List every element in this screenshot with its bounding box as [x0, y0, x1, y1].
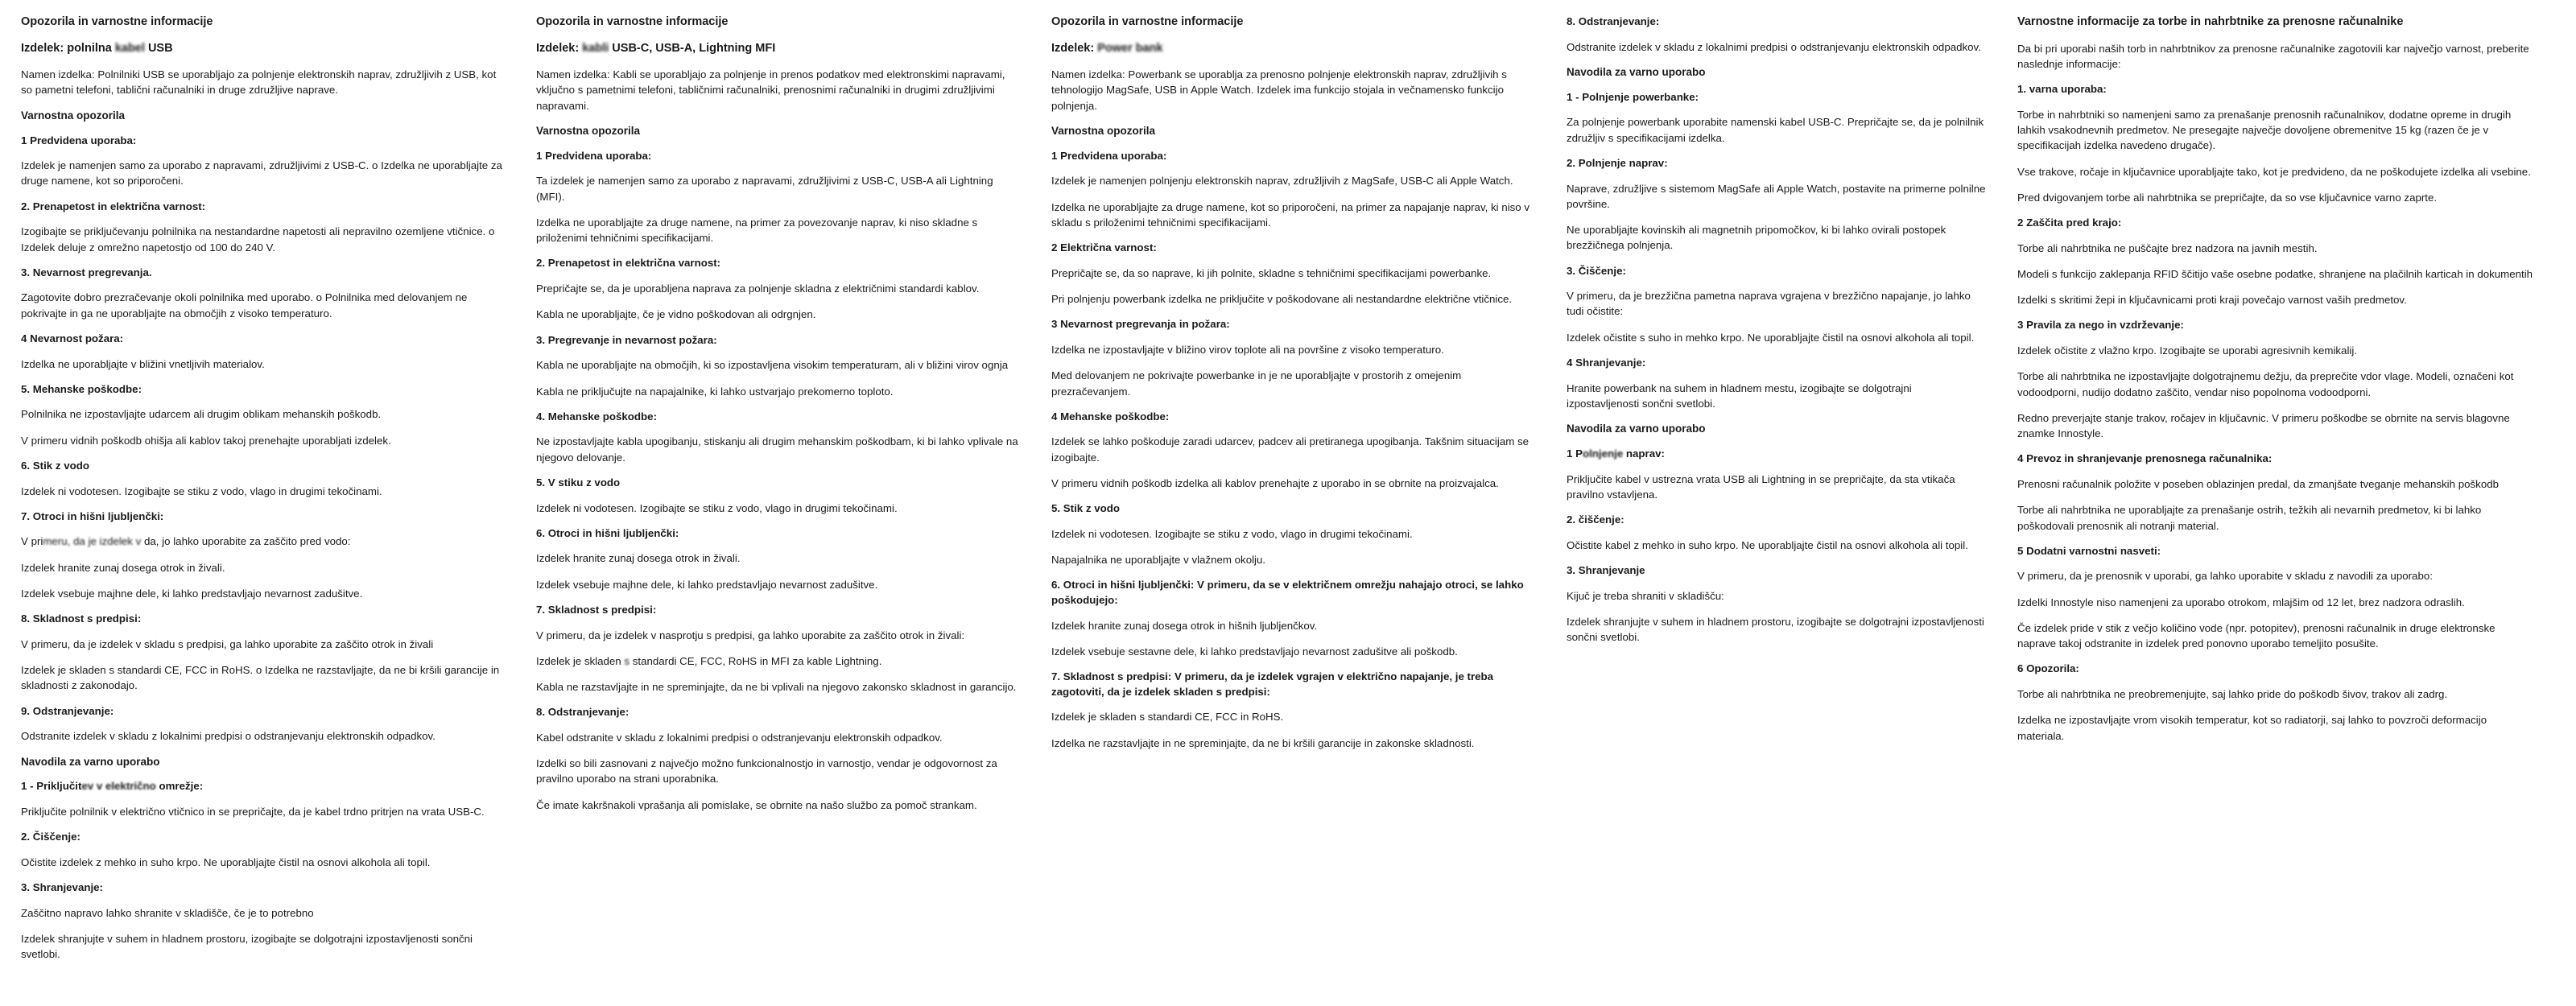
body-paragraph: Izdelek ni vodotesen. Izogibajte se stiku z vodo, vlago in drugimi tekočinami.: [1051, 527, 1413, 540]
section-subheading: 7. Skladnost s predpisi: V primeru, da je izdelek vgrajen v električno napajanje, je treba zagotoviti, da je izdelek skladen s predpisi:: [1051, 670, 1494, 698]
body-paragraph: Hranite powerbank na suhem in hladnem mestu, izogibajte se dolgotrajni izpostavljenosti sončni svetlobi.: [1567, 381, 1912, 410]
section-subheading: 3. Pregrevanje in nevarnost požara:: [536, 333, 717, 346]
product-name-prefix: Izdelek:: [536, 41, 583, 55]
section-heading: Navodila za varno uporabo: [21, 755, 160, 768]
column-title: Opozorila in varnostne informacije: [21, 15, 213, 28]
text-obscured: s: [621, 654, 630, 667]
body-paragraph: V primeru, da je prenosnik v uporabi, ga lahko uporabite v skladu z navodili za uporabo:: [2017, 570, 2433, 583]
body-paragraph: Med delovanjem ne pokrivajte powerbanke in je ne uporabljajte v prostorih z omejenim prezračevanjem.: [1051, 369, 1462, 398]
section-subheading: 3. Shranjevanje:: [21, 881, 103, 894]
section-subheading: 3. Shranjevanje: [1567, 564, 1645, 577]
body-paragraph: Izdelek hranite zunaj dosega otrok in živali.: [536, 552, 741, 565]
column-backpack: [2008, 14, 2555, 754]
column-usb-cable: [11, 14, 526, 973]
body-paragraph: Torbe ali nahrbtnika ne uporabljajte za prenašanje ostrih, težkih ali nevarnih predmetov, ki bi lahko poškodovali prenosnik ali notranji material.: [2017, 504, 2482, 532]
body-paragraph: Izdelek očistite s suho in mehko krpo. Ne uporabljajte čistil na osnovi alkohola ali topil.: [1567, 331, 1975, 344]
body-paragraph: Izdelek hranite zunaj dosega otrok in živali.: [21, 561, 225, 574]
body-paragraph: Napajalnika ne uporabljajte v vlažnem okolju.: [1051, 554, 1266, 567]
section-subheading: 3 Pravila za nego in vzdrževanje:: [2017, 319, 2184, 332]
body-paragraph: Namen izdelka: Powerbank se uporablja za prenosno polnjenje elektronskih naprav, združljivih s tehnologijo MagSafe, USB in Apple Watch. Izdelek ima funkcijo stojala in večnamensko funkcijo polnjenja.: [1051, 68, 1507, 112]
text-prefix: 1 - Priključit: [21, 780, 82, 793]
body-paragraph: Polnilnika ne izpostavljajte udarcem ali drugim oblikam mehanskih poškodb.: [21, 408, 382, 421]
text-suffix: omrežje:: [155, 780, 204, 793]
section-subheading: 1 Predvidena uporaba:: [1051, 149, 1167, 162]
section-subheading: 4 Nevarnost požara:: [21, 332, 124, 344]
body-paragraph: Če imate kakršnakoli vprašanja ali pomislake, se obrnite na našo službo za pomoč strankam.: [536, 798, 977, 811]
section-subheading: 2. Polnjenje naprav:: [1567, 156, 1668, 169]
text-prefix: V pri: [21, 535, 43, 548]
section-subheading: 8. Odstranjevanje:: [1567, 15, 1660, 27]
column-lightning-mfi: [526, 14, 1042, 823]
section-subheading: 3 Nevarnost pregrevanja in požara:: [1051, 318, 1230, 331]
body-paragraph: [536, 653, 1021, 669]
text-obscured: meru, da je izdelek v: [43, 535, 142, 548]
text-obscured: ev v električno: [81, 780, 156, 793]
text-prefix: Izdelek je skladen: [536, 654, 621, 667]
body-paragraph: Če izdelek pride v stik z večjo količino vode (npr. potopitev), prenosni računalnik in druge elektronske naprave takoj odstranite in izdelek pred ponovno uporabo temeljito posušite.: [2017, 621, 2496, 650]
text-suffix: naprav:: [1623, 447, 1665, 460]
body-paragraph: Torbe in nahrbtniki so namenjeni samo za prenašanje prenosnih računalnikov, dodatne opreme in drugih lahkih vsakodnevnih predmetov. Ne presegajte največje dovoljene obremenitve 15 kg (razen če je v specifikacijah izdelka navedeno drugače).: [2017, 108, 2512, 152]
body-paragraph: Prenosni računalnik položite v poseben oblazinjen predal, da zmanjšate tveganje mehanskih poškodb: [2017, 477, 2500, 490]
body-paragraph: Zagotovite dobro prezračevanje okoli polnilnika med uporabo. o Polnilnika med delovanjem ne pokrivajte in ga ne uporabljajte na območjih z visoko temperaturo.: [21, 291, 468, 320]
section-subheading: 1 Predvidena uporaba:: [536, 149, 652, 162]
section-heading: Navodila za varno uporabo: [1567, 423, 1706, 435]
section-subheading: 4 Prevoz in shranjevanje prenosnega računalnika:: [2017, 452, 2273, 465]
section-subheading: 2 Zaščita pred krajo:: [2017, 216, 2122, 229]
section-subheading: 8. Skladnost s predpisi:: [21, 612, 142, 625]
body-paragraph: Izdelek vsebuje sestavne dele, ki lahko predstavljajo nevarnost zadušitve ali poškodb.: [1051, 645, 1458, 658]
product-name-prefix: Izdelek: polnilna: [21, 41, 112, 55]
body-paragraph: Kabla ne uporabljajte na območjih, ki so izpostavljena visokim temperaturam, ali v bližini virov ognja: [536, 359, 1009, 372]
column-powerbank-continued: [1557, 14, 2008, 655]
body-paragraph: Ne izpostavljajte kabla upogibanju, stiskanju ali drugim mehanskim poškodbam, ki bi lahko vplivale na njegovo delovanje.: [536, 435, 1018, 464]
column-title: Opozorila in varnostne informacije: [536, 15, 729, 28]
body-paragraph: Pri polnjenju powerbank izdelka ne priključite v poškodovane ali nestandardne električne vtičnice.: [1051, 293, 1513, 306]
body-paragraph: Izdelek shranjujte v suhem in hladnem prostoru, izogibajte se dolgotrajni izpostavljenosti sončni svetlobi.: [1567, 615, 1984, 644]
body-paragraph: Izdelka ne izpostavljajte vrom visokih temperatur, kot so radiatorji, saj lahko to povzroči deformacijo materiala.: [2017, 714, 2487, 742]
body-paragraph: Odstranite izdelek v skladu z lokalnimi predpisi o odstranjevanju elektronskih odpadkov.: [1567, 40, 1981, 53]
body-paragraph: Izdelek hranite zunaj dosega otrok in hišnih ljubljenčkov.: [1051, 619, 1318, 632]
body-paragraph: Izdelka ne uporabljajte v bližini vnetljivih materialov.: [21, 357, 265, 370]
section-subheading: 2. Čiščenje:: [21, 831, 80, 843]
body-paragraph: Izdelka ne uporabljajte za druge namene, na primer za povezovanje naprav, ki niso skladne s priloženimi tehničnimi specifikacijami.: [536, 216, 978, 245]
body-paragraph: Izdelek se lahko poškoduje zaradi udarcev, padcev ali pretiranega upogibanja. Takšnim situacijam se izogibajte.: [1051, 435, 1530, 464]
section-heading: Varnostna opozorila: [1051, 124, 1156, 137]
body-paragraph: V primeru vidnih poškodb izdelka ali kablov prenehajte z uporabo in se obrnite na proizvajalca.: [1051, 476, 1499, 489]
body-paragraph: Redno preverjajte stanje trakov, ročajev in ključavnic. V primeru poškodbe se obrnite na servis blagovne znamke Innostyle.: [2017, 411, 2510, 440]
body-paragraph: V primeru, da je brezžična pametna naprava vgrajena v brezžično napajanje, jo lahko tudi očistite:: [1567, 290, 1971, 318]
text-obscured: olnjenje: [1582, 447, 1624, 460]
product-name-prefix: Izdelek:: [1051, 41, 1098, 55]
body-paragraph: Izdelek ni vodotesen. Izogibajte se stiku z vodo, vlago in drugimi tekočinami.: [21, 484, 382, 497]
body-paragraph: Torbe ali nahrbtnika ne izpostavljajte dolgotrajnemu dežju, da preprečite vdor vlage. Modeli, označeni kot vodoodporni, nudijo dodatno zaščito, vendar niso popolnoma vodoodporni.: [2017, 370, 2514, 398]
text-middle: standardi CE, FCC, RoHS in MFI za kable Lightning.: [630, 654, 882, 667]
body-paragraph: Izdelki so bili zasnovani z največjo možno funkcionalnostjo in varnostjo, vendar je odgovornost za pravilno uporabo na strani uporabnika.: [536, 757, 997, 785]
body-paragraph: Izdelek vsebuje majhne dele, ki lahko predstavljajo nevarnost zadušitve.: [536, 578, 878, 591]
body-paragraph: Izdelek vsebuje majhne dele, ki lahko predstavljajo nevarnost zadušitve.: [21, 588, 363, 600]
body-paragraph: Pred dvigovanjem torbe ali nahrbtnika se prepričajte, da so vse ključavnice varno zaprte.: [2017, 191, 2438, 204]
body-paragraph: Kabel odstranite v skladu z lokalnimi predpisi o odstranjevanju elektronskih odpadkov.: [536, 731, 943, 744]
body-paragraph: Izdelek je namenjen polnjenju elektronskih naprav, združljivih z MagSafe, USB-C ali Apple Watch.: [1051, 175, 1513, 188]
body-paragraph: Namen izdelka: Polnilniki USB se uporabljajo za polnjenje elektronskih naprav, združljivih z USB, kot so pametni telefoni, tablični računalniki in druge združljive naprave.: [21, 68, 497, 97]
body-paragraph: Kabla ne uporabljajte, če je vidno poškodovan ali odrgnjen.: [536, 308, 816, 321]
product-name-suffix: USB: [147, 41, 173, 55]
section-subheading: 4 Shranjevanje:: [1567, 356, 1646, 369]
section-subheading: 8. Odstranjevanje:: [536, 706, 630, 719]
body-paragraph: Prepričajte se, da so naprave, ki jih polnite, skladne s tehničnimi specifikacijami powerbanke.: [1051, 266, 1492, 279]
body-paragraph: Izdelki s skritimi žepi in ključavnicami proti kraji povečajo varnost vaših predmetov.: [2017, 294, 2407, 307]
section-subheading: 6. Otroci in hišni ljubljenčki:: [536, 526, 679, 539]
body-paragraph: V primeru vidnih poškodb ohišja ali kablov takoj prenehajte uporabljati izdelek.: [21, 434, 391, 447]
section-subheading: 5. V stiku z vodo: [536, 476, 621, 489]
body-paragraph: Torbe ali nahrbtnika ne puščajte brez nadzora na javnih mestih.: [2017, 241, 2318, 254]
product-name-line: [536, 41, 1021, 57]
body-paragraph: Prepričajte se, da je uporabljena naprava za polnjenje skladna z električnimi standardi kablov.: [536, 282, 980, 295]
section-subheading: 1. varna uporaba:: [2017, 83, 2107, 96]
body-paragraph: Izdelki Innostyle niso namenjeni za uporabo otrokom, mlajšim od 12 let, brez nadzora odraslih.: [2017, 596, 2465, 608]
body-paragraph: [21, 534, 506, 549]
section-subheading: 2. Prenapetost in električna varnost:: [21, 200, 206, 212]
section-subheading: [21, 779, 506, 794]
body-paragraph: Očistite izdelek z mehko in suho krpo. Ne uporabljajte čistil na osnovi alkohola ali topil.: [21, 856, 431, 868]
body-paragraph: Priključite kabel v ustrezna vrata USB ali Lightning in se prepričajte, da sta vtikača pravilno vstavljena.: [1567, 472, 1955, 501]
section-subheading: 1 Predvidena uporaba:: [21, 134, 137, 146]
section-subheading: 9. Odstranjevanje:: [21, 704, 114, 717]
body-paragraph: V primeru, da je izdelek v skladu s predpisi, ga lahko uporabite za zaščito otrok in živali: [21, 637, 434, 650]
body-paragraph: Naprave, združljive s sistemom MagSafe ali Apple Watch, postavite na primerne polnilne površine.: [1567, 182, 1986, 210]
body-paragraph: Izdelek očistite z vlažno krpo. Izogibajte se uporabi agresivnih kemikalij.: [2017, 344, 2358, 357]
body-paragraph: Izdelek je skladen s standardi CE, FCC in RoHS. o Izdelka ne razstavljajte, da ne bi kršili garancije in skladnosti z zakonodajo.: [21, 664, 500, 692]
body-paragraph: Namen izdelka: Kabli se uporabljajo za polnjenje in prenos podatkov med elektronskimi napravami, vključno s pametnimi telefoni, tabličnimi računalniki, prenosnimi računalniki in drugimi združljivimi napravami.: [536, 68, 1005, 112]
body-paragraph: Torbe ali nahrbtnika ne preobremenjujte, saj lahko pride do poškodb šivov, trakov ali zadrg.: [2017, 688, 2448, 701]
section-subheading: 5 Dodatni varnostni nasveti:: [2017, 544, 2161, 557]
body-paragraph: Kijuč je treba shraniti v skladišču:: [1567, 589, 1724, 602]
product-name-obscured: kabel: [111, 41, 148, 55]
body-paragraph: V primeru, da je izdelek v nasprotju s predpisi, ga lahko uporabite za zaščito otrok in živali:: [536, 629, 965, 641]
body-paragraph: Zaščitno napravo lahko shranite v skladišče, če je to potrebno: [21, 906, 314, 919]
product-name-obscured: kabli: [582, 41, 613, 55]
body-paragraph: Kabla ne razstavljajte in ne spreminjajte, da ne bi vplivali na njegovo zakonsko skladnost in garancijo.: [536, 681, 1017, 694]
section-heading: Navodila za varno uporabo: [1567, 65, 1706, 78]
section-subheading: 4. Mehanske poškodbe:: [536, 410, 657, 423]
body-paragraph: Očistite kabel z mehko in suho krpo. Ne uporabljajte čistil na osnovi alkohola ali topil.: [1567, 538, 1968, 551]
text-prefix: 1 P: [1567, 447, 1583, 460]
body-paragraph: Izdelek ni vodotesen. Izogibajte se stiku z vodo, vlago in drugimi tekočinami.: [536, 501, 898, 514]
column-powerbank: [1042, 14, 1557, 761]
column-title: Varnostne informacije za torbe in nahrbtnike za prenosne računalnike: [2017, 15, 2404, 28]
section-subheading: 3. Čiščenje:: [1567, 264, 1626, 277]
body-paragraph: Izdelka ne razstavljajte in ne spreminjajte, da ne bi kršili garancije in zakonske skladnosti.: [1051, 736, 1475, 749]
section-subheading: 4 Mehanske poškodbe:: [1051, 410, 1170, 423]
product-name-suffix: USB-C, USB-A, Lightning MFI: [612, 41, 776, 55]
section-subheading: 2. čiščenje:: [1567, 513, 1624, 526]
product-name-obscured: Power bank: [1097, 41, 1163, 55]
section-subheading: 2 Električna varnost:: [1051, 241, 1157, 254]
section-subheading: 5. Stik z vodo: [1051, 502, 1120, 515]
body-paragraph: Izdelek je skladen s standardi CE, FCC in RoHS.: [1051, 711, 1284, 724]
body-paragraph: Vse trakove, ročaje in ključavnice uporabljajte tako, kot je predvideno, da ne poškodujete izdelka ali vsebine.: [2017, 165, 2531, 178]
body-paragraph: Ta izdelek je namenjen samo za uporabo z napravami, združljivimi z USB-C, USB-A ali Lightning (MFI).: [536, 175, 993, 203]
body-paragraph: Za polnjenje powerbank uporabite namenski kabel USB-C. Prepričajte se, da je polnilnik združljiv s specifikacijami izdelka.: [1567, 116, 1984, 144]
section-subheading: 3. Nevarnost pregrevanja.: [21, 266, 152, 278]
body-paragraph: Odstranite izdelek v skladu z lokalnimi predpisi o odstranjevanju elektronskih odpadkov.: [21, 730, 436, 743]
section-subheading: 7. Skladnost s predpisi:: [536, 603, 657, 616]
body-paragraph: Ne uporabljajte kovinskih ali magnetnih pripomočkov, ki bi lahko ovirali postopek brezžičnega polnjenja.: [1567, 224, 1946, 252]
section-subheading: 2. Prenapetost in električna varnost:: [536, 257, 721, 270]
section-subheading: 1 - Polnjenje powerbanke:: [1567, 90, 1699, 103]
column-title: Opozorila in varnostne informacije: [1051, 15, 1244, 28]
section-subheading: 6. Otroci in hišni ljubljenčki: V primeru, da se v električnem omrežju nahajajo otroci, se lahko poškodujejo:: [1051, 579, 1524, 606]
body-paragraph: Priključite polnilnik v električno vtičnico in se prepričajte, da je kabel trdno pritrjen na vrata USB-C.: [21, 806, 485, 818]
section-heading: Varnostna opozorila: [21, 109, 126, 122]
section-subheading: 5. Mehanske poškodbe:: [21, 382, 142, 395]
product-name-line: [1051, 41, 1536, 57]
section-heading: Varnostna opozorila: [536, 124, 641, 137]
text-middle: da, jo lahko uporabite za zaščito pred vodo:: [141, 535, 351, 548]
body-paragraph: Izdelka ne uporabljajte za druge namene, kot so priporočeni, na primer za napajanje naprav, ki niso v skladu s priloženimi tehničnimi specifikacijami.: [1051, 200, 1530, 229]
body-paragraph: Modeli s funkcijo zaklepanja RFID ščitijo vaše osebne podatke, shranjene na plačilnih karticah in dokumentih: [2017, 267, 2533, 280]
body-paragraph: Da bi pri uporabi naših torb in nahrbtnikov za prenosne računalnike zagotovili kar največjo varnost, preberite naslednje informacije:: [2017, 42, 2529, 70]
body-paragraph: Kabla ne priključujte na napajalnike, ki lahko ustvarjajo prekomerno toploto.: [536, 385, 894, 398]
section-subheading: 6 Opozorila:: [2017, 662, 2079, 675]
section-subheading: 6. Stik z vodo: [21, 459, 89, 472]
product-name-line: [21, 41, 506, 57]
body-paragraph: Izdelek je namenjen samo za uporabo z napravami, združljivimi z USB-C. o Izdelka ne uporabljajte za druge namene, kot so priporočeni.: [21, 159, 502, 188]
section-subheading: 7. Otroci in hišni ljubljenčki:: [21, 509, 164, 522]
body-paragraph: Izdelka ne izpostavljajte v bližino virov toplote ali na površine z visoko temperaturo.: [1051, 343, 1444, 356]
body-paragraph: Izogibajte se priključevanju polnilnika na nestandardne napetosti ali nepravilno ozemljene vtičnice. o Izdelek deluje z omrežno napetostjo od 100 do 240 V.: [21, 225, 495, 254]
section-subheading: [1567, 447, 1987, 462]
body-paragraph: Izdelek shranjujte v suhem in hladnem prostoru, izogibajte se dolgotrajni izpostavljenosti sončni svetlobi.: [21, 933, 473, 961]
